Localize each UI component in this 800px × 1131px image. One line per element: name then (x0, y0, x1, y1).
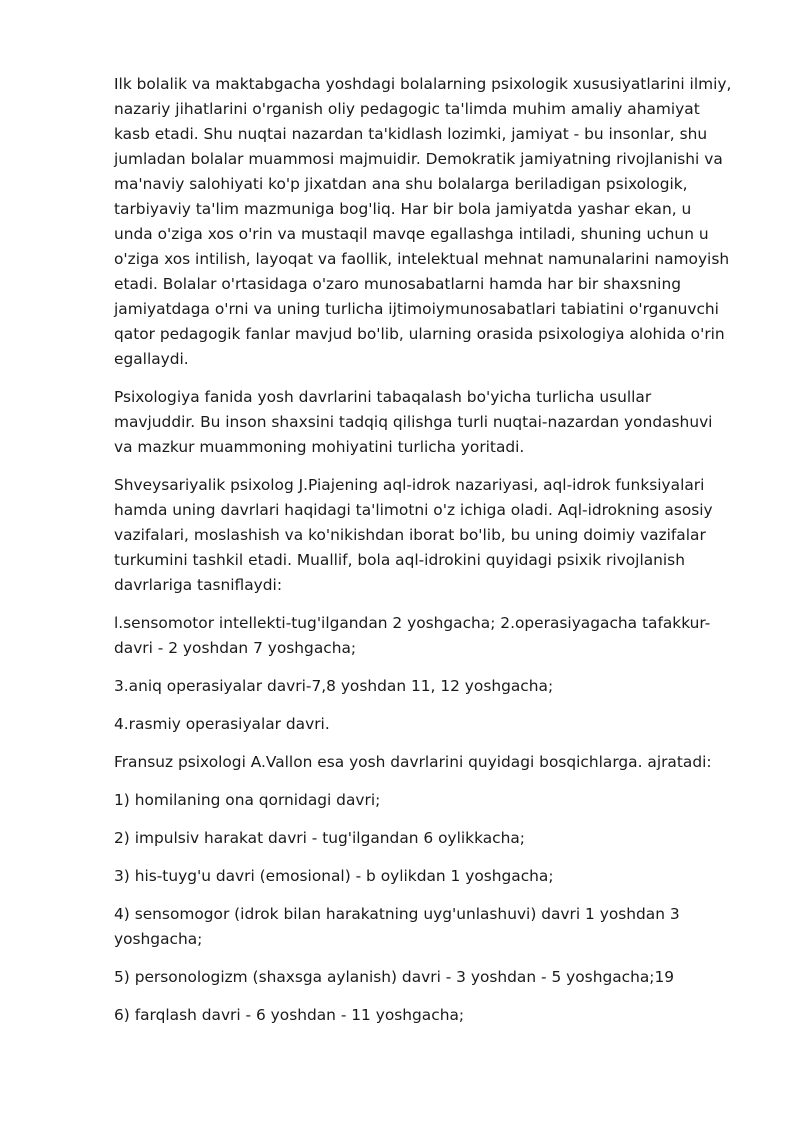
document-page (114, 72, 734, 1041)
list-item-vallon-1: 1) homilaning ona qornidagi davri; (114, 791, 381, 809)
paragraph-intro: Ilk bolalik va maktabgacha yoshdagi bolalarning psixologik xususiyatlarini ilmiy, nazariy jihatlarini o'rganish oliy pedagogic ta'limda muhim amaliy ahamiyat kasb etadi. Shu nuqtai nazardan ta'kidlash lozimki, jamiyat - bu insonlar, shu jumladan bolalar muammosi majmuidir. Demokratik jamiyatning rivojlanishi va ma'naviy salohiyati ko'p jixatdan ana shu bolalarga beriladigan psixologik, tarbiyaviy ta'lim mazmuniga bog'liq. Har bir bola jamiyatda yashar ekan, u unda o'ziga xos o'rin va mustaqil mavqe egallashga intiladi, shuning uchun u o'ziga xos intilish, layoqat va faollik, intelektual mehnat namunalarini namoyish etadi. Bolalar o'rtasidaga o'zaro munosabatlarni hamda har bir shaxsning jamiyatdaga o'rni va uning turlicha ijtimoiymunosabatlari tabiatini o'rganuvchi qator pedagogik fanlar mavjud bo'lib, ularning orasida psixologiya alohida o'rin egallaydi. (114, 75, 732, 368)
paragraph-piaget: Shveysariyalik psixolog J.Piajening aql-idrok nazariyasi, aql-idrok funksiyalari hamda uning davrlari haqidagi ta'limotni o'z ichiga oladi. Aql-idrokning asosiy vazifalari, moslashish va ko'nikishdan iborat bo'lib, bu uning doimiy vazifalar turkumini tashkil etadi. Muallif, bola aql-idrokini quyidagi psixik rivojlanish davrlariga tasniflaydi: (114, 476, 713, 594)
list-item-vallon-6: 6) farqlash davri - 6 yoshdan - 11 yoshgacha; (114, 1006, 465, 1024)
list-item-piaget-4: 4.rasmiy operasiyalar davri. (114, 715, 330, 733)
paragraph-vallon: Fransuz psixologi A.Vallon esa yosh davrlarini quyidagi bosqichlarga. ajratadi: (114, 753, 712, 771)
list-item-vallon-4: 4) sensomogor (idrok bilan harakatning uyg'unlashuvi) davri 1 yoshdan 3 yoshgacha; (114, 905, 680, 948)
list-item-vallon-2: 2) impulsiv harakat davri - tug'ilgandan 6 oylikkacha; (114, 829, 525, 847)
list-item-vallon-5: 5) personologizm (shaxsga aylanish) davri - 3 yoshdan - 5 yoshgacha;19 (114, 968, 675, 986)
list-item-vallon-3: 3) his-tuyg'u davri (emosional) - b oylikdan 1 yoshgacha; (114, 867, 554, 885)
paragraph-age-classification: Psixologiya fanida yosh davrlarini tabaqalash bo'yicha turlicha usullar mavjuddir. Bu inson shaxsini tadqiq qilishga turli nuqtai-nazardan yondashuvi va mazkur muammoning mohiyatini turlicha yoritadi. (114, 388, 713, 456)
list-item-piaget-3: 3.aniq operasiyalar davri-7,8 yoshdan 11, 12 yoshgacha; (114, 677, 554, 695)
list-item-piaget-1-2: l.sensomotor intellekti-tug'ilgandan 2 yoshgacha; 2.operasiyagacha tafakkur-davri - 2 yoshdan 7 yoshgacha; (114, 614, 711, 657)
